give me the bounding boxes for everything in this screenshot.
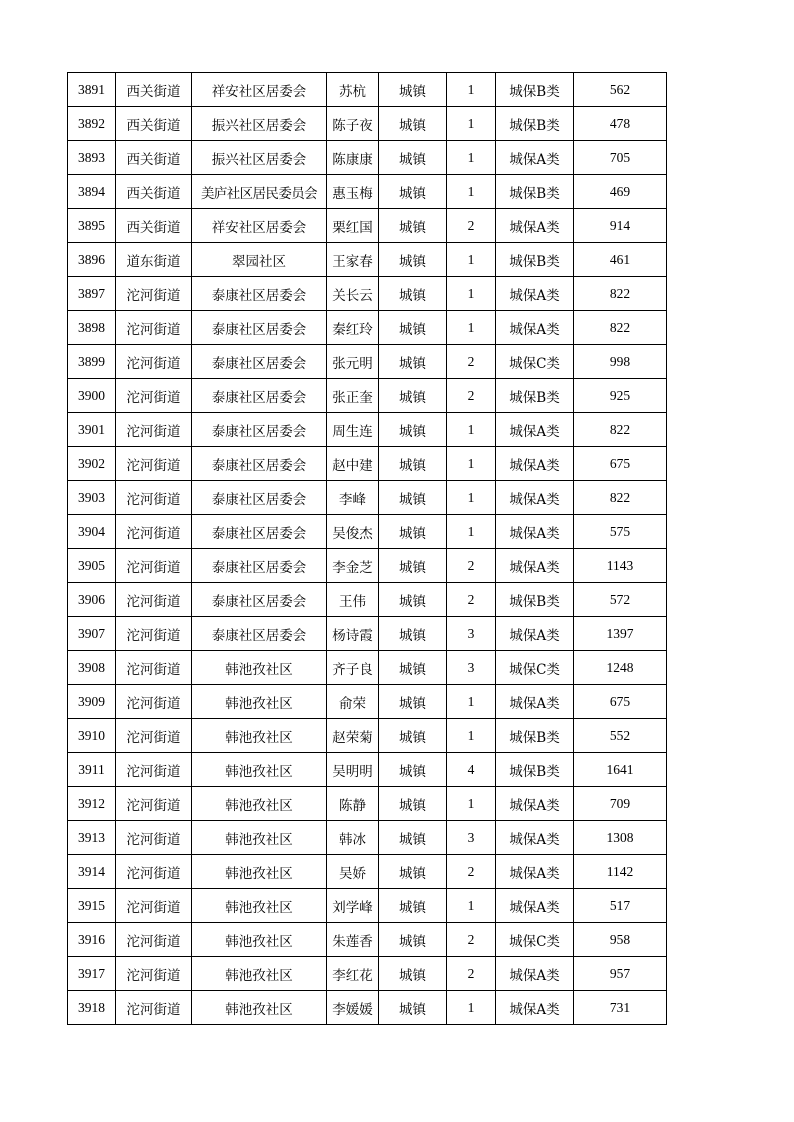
community-cell: 韩池孜社区 [192, 855, 327, 889]
table-row [68, 753, 667, 787]
household-size-cell: 1 [447, 991, 496, 1025]
subdistrict-cell: 沱河街道 [116, 821, 192, 855]
subdistrict-cell: 沱河街道 [116, 481, 192, 515]
amount-cell: 552 [574, 719, 667, 753]
amount-cell: 958 [574, 923, 667, 957]
table-row [68, 345, 667, 379]
amount-cell: 1308 [574, 821, 667, 855]
assistance-category-cell: 城保A类 [496, 141, 574, 175]
serial-number-cell: 3914 [68, 855, 116, 889]
subdistrict-cell: 西关街道 [116, 209, 192, 243]
household-type-cell: 城镇 [379, 549, 447, 583]
table-row [68, 685, 667, 719]
household-type-cell: 城镇 [379, 957, 447, 991]
household-size-cell: 2 [447, 209, 496, 243]
subdistrict-cell: 沱河街道 [116, 379, 192, 413]
name-cell: 李红花 [327, 957, 379, 991]
assistance-category-cell: 城保B类 [496, 107, 574, 141]
community-cell: 美庐社区居民委员会 [192, 175, 327, 209]
household-type-cell: 城镇 [379, 889, 447, 923]
household-type-cell: 城镇 [379, 651, 447, 685]
household-size-cell: 1 [447, 243, 496, 277]
household-type-cell: 城镇 [379, 447, 447, 481]
assistance-category-cell: 城保B类 [496, 719, 574, 753]
table-row [68, 243, 667, 277]
name-cell: 李媛媛 [327, 991, 379, 1025]
community-cell: 泰康社区居委会 [192, 413, 327, 447]
serial-number-cell: 3895 [68, 209, 116, 243]
subdistrict-cell: 沱河街道 [116, 413, 192, 447]
name-cell: 惠玉梅 [327, 175, 379, 209]
household-size-cell: 1 [447, 889, 496, 923]
household-size-cell: 1 [447, 277, 496, 311]
community-cell: 韩池孜社区 [192, 991, 327, 1025]
household-size-cell: 3 [447, 617, 496, 651]
household-size-cell: 2 [447, 345, 496, 379]
community-cell: 韩池孜社区 [192, 957, 327, 991]
serial-number-cell: 3906 [68, 583, 116, 617]
serial-number-cell: 3908 [68, 651, 116, 685]
community-cell: 韩池孜社区 [192, 787, 327, 821]
household-size-cell: 1 [447, 141, 496, 175]
amount-cell: 469 [574, 175, 667, 209]
table-row [68, 889, 667, 923]
household-size-cell: 2 [447, 379, 496, 413]
amount-cell: 914 [574, 209, 667, 243]
community-cell: 泰康社区居委会 [192, 311, 327, 345]
serial-number-cell: 3909 [68, 685, 116, 719]
community-cell: 泰康社区居委会 [192, 549, 327, 583]
subdistrict-cell: 西关街道 [116, 73, 192, 107]
subdistrict-cell: 沱河街道 [116, 617, 192, 651]
household-size-cell: 1 [447, 719, 496, 753]
serial-number-cell: 3905 [68, 549, 116, 583]
assistance-category-cell: 城保A类 [496, 821, 574, 855]
amount-cell: 709 [574, 787, 667, 821]
assistance-category-cell: 城保A类 [496, 481, 574, 515]
assistance-category-cell: 城保A类 [496, 855, 574, 889]
name-cell: 陈静 [327, 787, 379, 821]
subdistrict-cell: 沱河街道 [116, 515, 192, 549]
table-row [68, 787, 667, 821]
name-cell: 秦红玲 [327, 311, 379, 345]
table-row [68, 311, 667, 345]
assistance-category-cell: 城保C类 [496, 345, 574, 379]
subdistrict-cell: 沱河街道 [116, 651, 192, 685]
household-size-cell: 1 [447, 73, 496, 107]
table-row [68, 175, 667, 209]
table-row [68, 583, 667, 617]
name-cell: 王伟 [327, 583, 379, 617]
household-type-cell: 城镇 [379, 345, 447, 379]
subdistrict-cell: 沱河街道 [116, 957, 192, 991]
subdistrict-cell: 沱河街道 [116, 889, 192, 923]
household-size-cell: 2 [447, 957, 496, 991]
serial-number-cell: 3893 [68, 141, 116, 175]
table-row [68, 549, 667, 583]
household-type-cell: 城镇 [379, 277, 447, 311]
assistance-category-cell: 城保A类 [496, 311, 574, 345]
household-size-cell: 2 [447, 549, 496, 583]
household-size-cell: 1 [447, 515, 496, 549]
household-type-cell: 城镇 [379, 175, 447, 209]
amount-cell: 478 [574, 107, 667, 141]
name-cell: 栗红国 [327, 209, 379, 243]
household-type-cell: 城镇 [379, 719, 447, 753]
name-cell: 吴明明 [327, 753, 379, 787]
serial-number-cell: 3912 [68, 787, 116, 821]
subdistrict-cell: 沱河街道 [116, 753, 192, 787]
household-type-cell: 城镇 [379, 753, 447, 787]
subdistrict-cell: 沱河街道 [116, 277, 192, 311]
assistance-category-cell: 城保B类 [496, 379, 574, 413]
amount-cell: 731 [574, 991, 667, 1025]
amount-cell: 822 [574, 311, 667, 345]
community-cell: 韩池孜社区 [192, 753, 327, 787]
amount-cell: 1397 [574, 617, 667, 651]
assistance-category-cell: 城保C类 [496, 923, 574, 957]
name-cell: 李峰 [327, 481, 379, 515]
assistance-category-cell: 城保A类 [496, 515, 574, 549]
household-type-cell: 城镇 [379, 243, 447, 277]
subdistrict-cell: 沱河街道 [116, 549, 192, 583]
amount-cell: 572 [574, 583, 667, 617]
assistance-category-cell: 城保B类 [496, 73, 574, 107]
assistance-category-cell: 城保B类 [496, 583, 574, 617]
household-size-cell: 1 [447, 311, 496, 345]
table-row [68, 855, 667, 889]
name-cell: 刘学峰 [327, 889, 379, 923]
community-cell: 韩池孜社区 [192, 821, 327, 855]
subdistrict-cell: 道东街道 [116, 243, 192, 277]
amount-cell: 998 [574, 345, 667, 379]
serial-number-cell: 3911 [68, 753, 116, 787]
community-cell: 泰康社区居委会 [192, 515, 327, 549]
community-cell: 祥安社区居委会 [192, 209, 327, 243]
household-type-cell: 城镇 [379, 73, 447, 107]
community-cell: 韩池孜社区 [192, 651, 327, 685]
serial-number-cell: 3892 [68, 107, 116, 141]
name-cell: 韩冰 [327, 821, 379, 855]
subdistrict-cell: 沱河街道 [116, 787, 192, 821]
table-row [68, 991, 667, 1025]
name-cell: 吴俊杰 [327, 515, 379, 549]
household-size-cell: 1 [447, 175, 496, 209]
name-cell: 朱莲香 [327, 923, 379, 957]
household-type-cell: 城镇 [379, 685, 447, 719]
household-type-cell: 城镇 [379, 855, 447, 889]
household-type-cell: 城镇 [379, 209, 447, 243]
table-row [68, 107, 667, 141]
table-row [68, 651, 667, 685]
table-row [68, 277, 667, 311]
household-size-cell: 1 [447, 107, 496, 141]
name-cell: 苏杭 [327, 73, 379, 107]
amount-cell: 822 [574, 277, 667, 311]
assistance-category-cell: 城保A类 [496, 991, 574, 1025]
assistance-category-cell: 城保A类 [496, 447, 574, 481]
household-size-cell: 2 [447, 923, 496, 957]
subdistrict-cell: 沱河街道 [116, 345, 192, 379]
household-size-cell: 3 [447, 821, 496, 855]
household-size-cell: 1 [447, 447, 496, 481]
serial-number-cell: 3899 [68, 345, 116, 379]
household-type-cell: 城镇 [379, 617, 447, 651]
household-type-cell: 城镇 [379, 379, 447, 413]
amount-cell: 517 [574, 889, 667, 923]
assistance-category-cell: 城保C类 [496, 651, 574, 685]
serial-number-cell: 3913 [68, 821, 116, 855]
amount-cell: 1248 [574, 651, 667, 685]
table-row [68, 923, 667, 957]
household-type-cell: 城镇 [379, 481, 447, 515]
subdistrict-cell: 沱河街道 [116, 311, 192, 345]
serial-number-cell: 3917 [68, 957, 116, 991]
name-cell: 俞荣 [327, 685, 379, 719]
subdistrict-cell: 沱河街道 [116, 923, 192, 957]
household-type-cell: 城镇 [379, 991, 447, 1025]
amount-cell: 822 [574, 413, 667, 447]
subdistrict-cell: 西关街道 [116, 107, 192, 141]
community-cell: 韩池孜社区 [192, 923, 327, 957]
household-size-cell: 1 [447, 481, 496, 515]
household-size-cell: 3 [447, 651, 496, 685]
community-cell: 韩池孜社区 [192, 719, 327, 753]
serial-number-cell: 3897 [68, 277, 116, 311]
subdistrict-cell: 西关街道 [116, 141, 192, 175]
table-row [68, 719, 667, 753]
household-type-cell: 城镇 [379, 413, 447, 447]
table-body [68, 73, 667, 1025]
table-row [68, 141, 667, 175]
subdistrict-cell: 沱河街道 [116, 855, 192, 889]
serial-number-cell: 3916 [68, 923, 116, 957]
serial-number-cell: 3898 [68, 311, 116, 345]
assistance-category-cell: 城保B类 [496, 243, 574, 277]
community-cell: 翠园社区 [192, 243, 327, 277]
amount-cell: 575 [574, 515, 667, 549]
table-row [68, 73, 667, 107]
table-row [68, 447, 667, 481]
assistance-category-cell: 城保A类 [496, 787, 574, 821]
assistance-category-cell: 城保A类 [496, 209, 574, 243]
serial-number-cell: 3910 [68, 719, 116, 753]
serial-number-cell: 3891 [68, 73, 116, 107]
community-cell: 韩池孜社区 [192, 685, 327, 719]
name-cell: 关长云 [327, 277, 379, 311]
serial-number-cell: 3894 [68, 175, 116, 209]
community-cell: 祥安社区居委会 [192, 73, 327, 107]
amount-cell: 1143 [574, 549, 667, 583]
household-type-cell: 城镇 [379, 821, 447, 855]
household-size-cell: 1 [447, 787, 496, 821]
name-cell: 张正奎 [327, 379, 379, 413]
name-cell: 张元明 [327, 345, 379, 379]
table-row [68, 617, 667, 651]
community-cell: 泰康社区居委会 [192, 379, 327, 413]
household-type-cell: 城镇 [379, 583, 447, 617]
name-cell: 陈康康 [327, 141, 379, 175]
name-cell: 杨诗霞 [327, 617, 379, 651]
amount-cell: 925 [574, 379, 667, 413]
name-cell: 赵荣菊 [327, 719, 379, 753]
household-type-cell: 城镇 [379, 107, 447, 141]
subdistrict-cell: 西关街道 [116, 175, 192, 209]
assistance-roster-table [67, 72, 667, 1025]
serial-number-cell: 3918 [68, 991, 116, 1025]
name-cell: 李金芝 [327, 549, 379, 583]
amount-cell: 675 [574, 685, 667, 719]
table-row [68, 957, 667, 991]
subdistrict-cell: 沱河街道 [116, 991, 192, 1025]
amount-cell: 562 [574, 73, 667, 107]
subdistrict-cell: 沱河街道 [116, 719, 192, 753]
community-cell: 振兴社区居委会 [192, 107, 327, 141]
table-row [68, 481, 667, 515]
table-row [68, 821, 667, 855]
serial-number-cell: 3900 [68, 379, 116, 413]
name-cell: 齐子良 [327, 651, 379, 685]
community-cell: 泰康社区居委会 [192, 481, 327, 515]
assistance-category-cell: 城保B类 [496, 175, 574, 209]
name-cell: 赵中建 [327, 447, 379, 481]
assistance-category-cell: 城保A类 [496, 957, 574, 991]
household-type-cell: 城镇 [379, 923, 447, 957]
serial-number-cell: 3904 [68, 515, 116, 549]
household-size-cell: 2 [447, 583, 496, 617]
name-cell: 吴娇 [327, 855, 379, 889]
community-cell: 振兴社区居委会 [192, 141, 327, 175]
household-type-cell: 城镇 [379, 311, 447, 345]
household-size-cell: 1 [447, 685, 496, 719]
community-cell: 泰康社区居委会 [192, 345, 327, 379]
subdistrict-cell: 沱河街道 [116, 583, 192, 617]
subdistrict-cell: 沱河街道 [116, 447, 192, 481]
assistance-category-cell: 城保A类 [496, 549, 574, 583]
household-size-cell: 1 [447, 413, 496, 447]
community-cell: 泰康社区居委会 [192, 447, 327, 481]
amount-cell: 675 [574, 447, 667, 481]
household-type-cell: 城镇 [379, 515, 447, 549]
serial-number-cell: 3902 [68, 447, 116, 481]
serial-number-cell: 3896 [68, 243, 116, 277]
household-type-cell: 城镇 [379, 787, 447, 821]
community-cell: 泰康社区居委会 [192, 583, 327, 617]
assistance-category-cell: 城保A类 [496, 277, 574, 311]
amount-cell: 957 [574, 957, 667, 991]
amount-cell: 1641 [574, 753, 667, 787]
serial-number-cell: 3901 [68, 413, 116, 447]
table-row [68, 515, 667, 549]
amount-cell: 705 [574, 141, 667, 175]
household-type-cell: 城镇 [379, 141, 447, 175]
table-row [68, 209, 667, 243]
assistance-category-cell: 城保A类 [496, 413, 574, 447]
amount-cell: 1142 [574, 855, 667, 889]
community-cell: 泰康社区居委会 [192, 617, 327, 651]
household-size-cell: 2 [447, 855, 496, 889]
community-cell: 韩池孜社区 [192, 889, 327, 923]
amount-cell: 461 [574, 243, 667, 277]
community-cell: 泰康社区居委会 [192, 277, 327, 311]
name-cell: 王家春 [327, 243, 379, 277]
assistance-category-cell: 城保A类 [496, 685, 574, 719]
serial-number-cell: 3907 [68, 617, 116, 651]
serial-number-cell: 3915 [68, 889, 116, 923]
amount-cell: 822 [574, 481, 667, 515]
assistance-category-cell: 城保A类 [496, 889, 574, 923]
household-size-cell: 4 [447, 753, 496, 787]
name-cell: 陈子夜 [327, 107, 379, 141]
serial-number-cell: 3903 [68, 481, 116, 515]
subdistrict-cell: 沱河街道 [116, 685, 192, 719]
assistance-category-cell: 城保B类 [496, 753, 574, 787]
name-cell: 周生连 [327, 413, 379, 447]
table-row [68, 379, 667, 413]
table-row [68, 413, 667, 447]
assistance-category-cell: 城保A类 [496, 617, 574, 651]
